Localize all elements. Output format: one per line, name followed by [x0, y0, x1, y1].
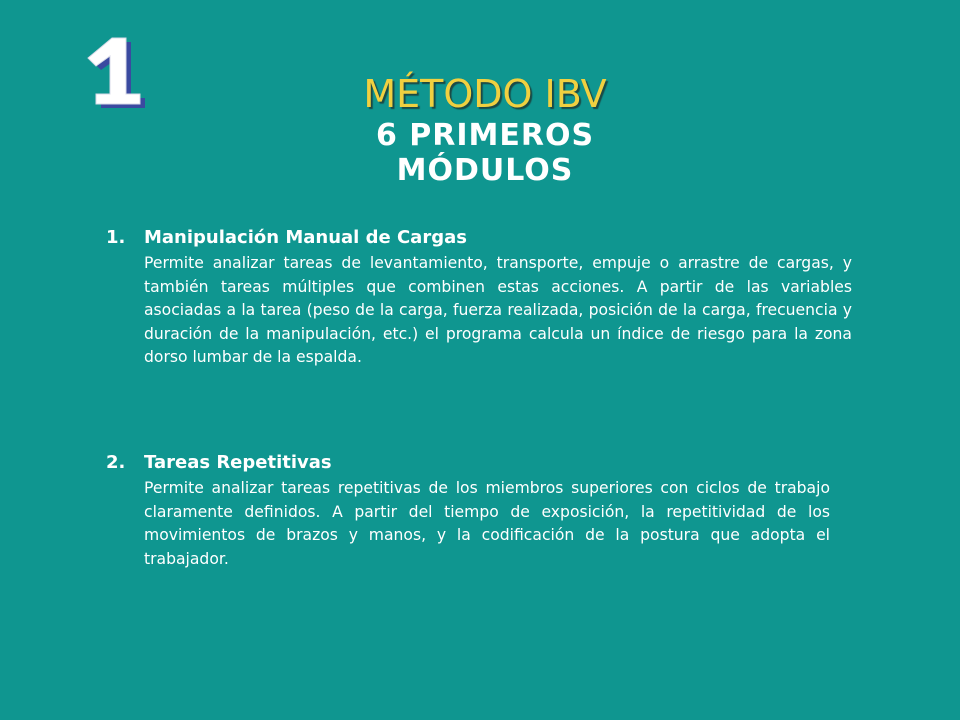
number-one-icon: [68, 32, 154, 108]
page-title: MÉTODO IBV: [363, 72, 607, 116]
item-number: 2.: [106, 452, 126, 473]
item-description: Permite analizar tareas de levantamiento, transporte, empuje o arrastre de cargas, y también tareas múltiples que combinen estas acciones. A partir de las variables asociadas a la tarea (peso de la carga, fuerza realizada, posición de la carga, frecuencia y duración de la manipulación, etc.) el programa calcula un índice de riesgo para la zona dorso lumbar de la espalda.: [144, 254, 852, 367]
item-heading: Manipulación Manual de Cargas: [144, 227, 467, 248]
item-number: 1.: [106, 227, 126, 248]
item-description: Permite analizar tareas repetitivas de los miembros superiores con ciclos de trabajo claramente definidos. A partir del tiempo de exposición, la repetitividad de los movimientos de brazos y manos, y la codificación de la postura que adopta el trabajador.: [144, 479, 830, 568]
page-subtitle: 6 PRIMEROS MÓDULOS: [375, 118, 595, 188]
item-heading: Tareas Repetitivas: [144, 452, 332, 473]
